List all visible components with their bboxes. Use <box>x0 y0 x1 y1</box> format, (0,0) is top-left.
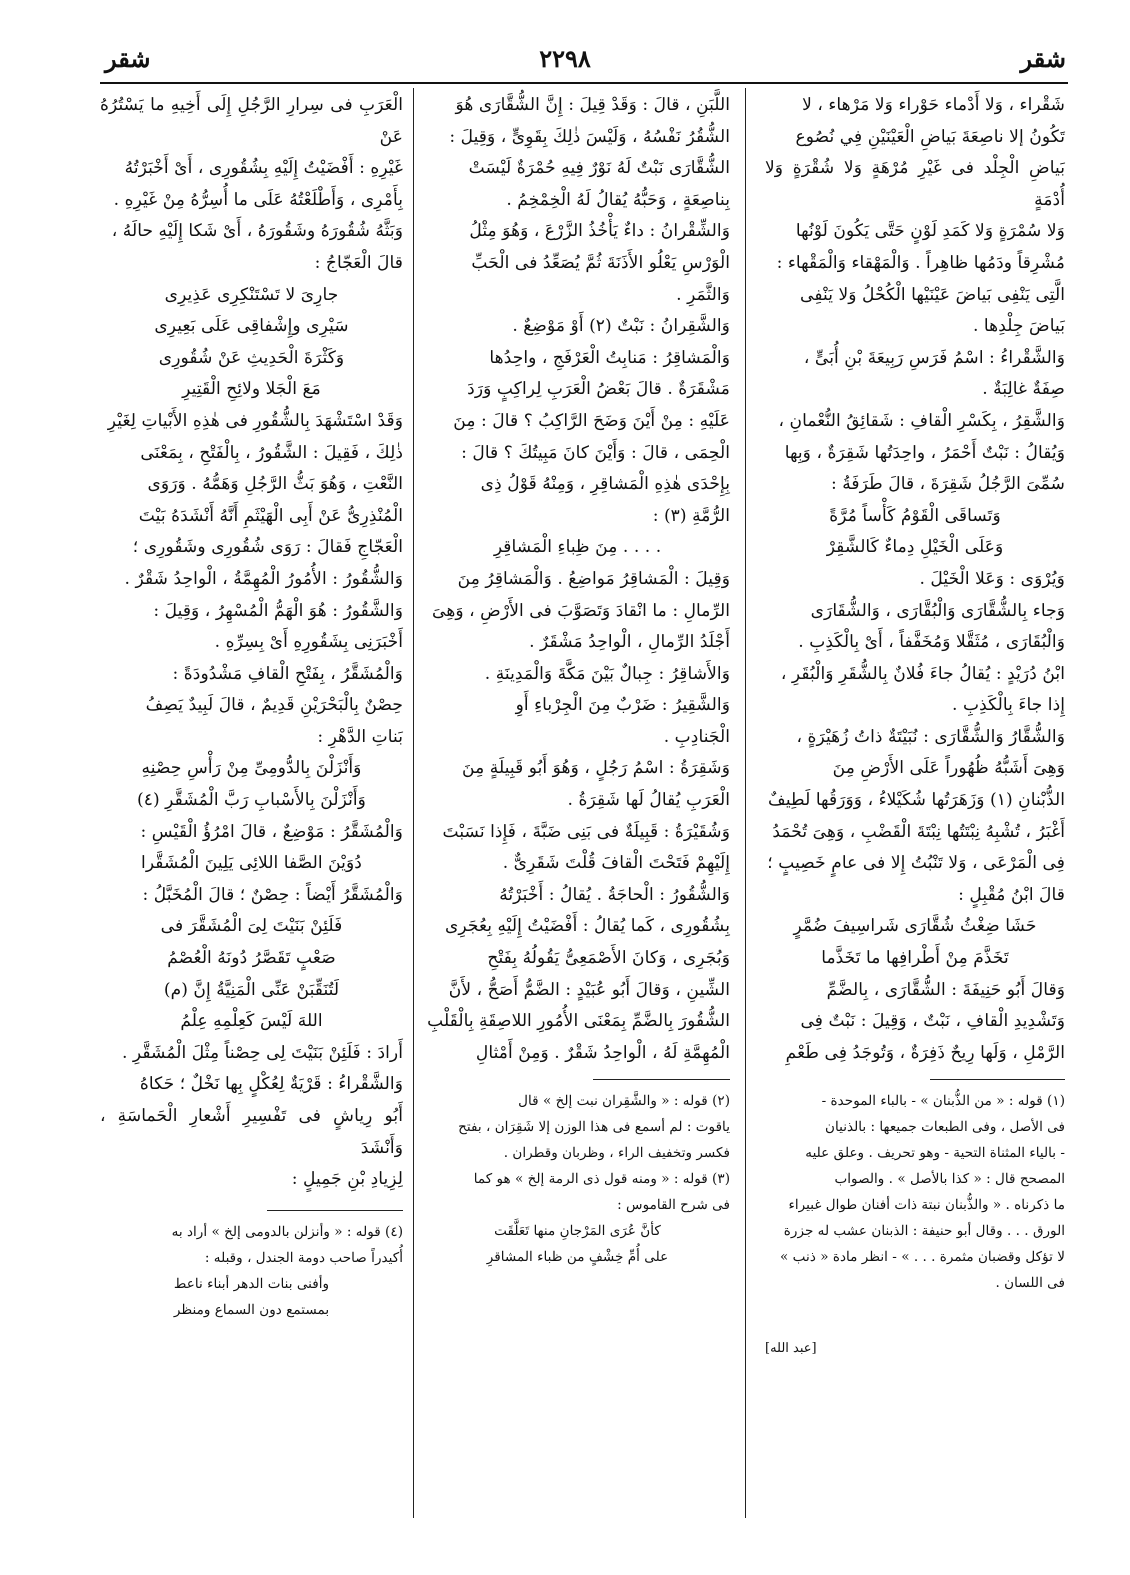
text-line: وَقالَ أَبُو حَنِيفَةَ : الشُّقَّارَى ، بِالضَّمِّ <box>826 979 1065 1000</box>
footnote-line: الورق . . . وقال أبو حنيفة : الذبنان عشب له جزرة <box>783 1223 1065 1240</box>
text-line: وَالشَّقِرانُ : نَبْتٌ (٢) أَوْ مَوْضِعٌ . <box>512 316 730 337</box>
text-line: أَخْبَرَنِى بِشَقُورِهِ أَىْ بِسِرِّهِ . <box>214 632 403 653</box>
footnote-line: (٣) قوله : « ومنه قول ذى الرمة إلخ » هو كما <box>473 1171 730 1188</box>
text-line: الرَّمْلِ ، وَلَها رِيحٌ ذَفِرَةٌ ، وَتُوجَدُ فِى طَعْمِ <box>785 1042 1065 1063</box>
text-line: الْعَرَبِ يُقالُ لَها شَقِرَةُ . <box>567 790 730 811</box>
footnote-line: أُكيدراً صاحب دومة الجندل ، وقبله : <box>204 1249 403 1266</box>
text-line: وَعَلَى الْخَيْلِ دِماءٌ كَالشَّقِرْ <box>826 537 1004 558</box>
text-line: قالَ الْعَجّاجُ : <box>314 252 403 273</box>
text-line: وَقِيلَ : الْمَشاقِرُ مَواضِعُ . وَالْمَشاقِرُ مِنَ <box>457 568 730 589</box>
footnote-line: كأنَّ عُرَى المَرْجانِ منها تَعَلَّقَت <box>494 1223 661 1240</box>
footnote-line: فى شرح القاموس : <box>617 1197 730 1214</box>
footnote-line: (١) قوله : « من الذُّبنان » - بالباء الموحدة - <box>821 1093 1065 1110</box>
text-line: الَّتِى يَنْفِى بَياضَ عَيْنَيْها الْكُحْلُ وَلا يَنْفِى <box>800 284 1065 305</box>
column-right-body <box>765 90 1065 1069</box>
column-right-footnotes <box>765 1088 1065 1296</box>
footnote-rule <box>593 1079 730 1080</box>
column-divider-left <box>413 88 414 1518</box>
column-right <box>765 90 1065 1362</box>
text-line: اللهَ لَيْسَ كَعِلْمِهِ عِلْمُ <box>180 1011 323 1032</box>
text-line: أَرادَ : فَلَئِنْ بَنَيْتَ لِى حِصْناً مِثْلَ الْمُشَقَّرِ . <box>121 1042 403 1063</box>
text-line: وَالشِّقْرانُ : داءٌ يَأْخُذُ الزَّرْعَ ، وَهُوَ مِثْلُ <box>469 221 730 242</box>
column-middle <box>425 90 730 1270</box>
text-line: أَجْلَدُ الرِّمالِ ، الْواحِدُ مَشْقَرٌ . <box>529 632 730 653</box>
text-line: وَالشُّقُورُ : الأُمُورُ الْمُهِمَّةُ ، الْواحِدُ شَقْرٌ . <box>124 568 403 589</box>
text-line: وَالْمَشاقِرُ : مَنابِتُ الْعَرْفَجِ ، واحِدُها <box>489 347 730 368</box>
text-line: وَالشَّقُورُ : هُوَ الْهَمُّ الْمُسْهِرُ ، وَقِيلَ : <box>153 600 403 621</box>
text-line: تَخَذَّمَ مِنْ أَطْرافِها ما تَخَذَّما <box>821 948 1009 969</box>
footnote-line: فكسر وتخفيف الراء ، وظربان وقطران . <box>503 1145 730 1162</box>
text-line: وَالْمُشَقَّرُ ، بِفَتْحِ الْقافِ مَشْدُودَةً : <box>172 663 403 684</box>
text-line: أَغْبَرُ ، تُشْبِهُ نِبْتَتُها نِبْتَةَ الْقَضْبِ ، وَهِىَ تُحْمَدُ <box>772 821 1065 842</box>
text-line: وَالشَّقِرُ ، بِكَسْرِ الْقافِ : شَقائِقُ النُّعْمانِ ، <box>778 410 1065 431</box>
text-line: وَأَنْزَلْنَ بِالدُّومِىِّ مِنْ رَأْسِ حِصْنِهِ <box>141 758 362 779</box>
text-line: بَياضَ جِلْدِها . <box>972 316 1065 337</box>
text-line: وَيُرْوَى : وَعَلا الْخَيْلَ . <box>919 568 1065 589</box>
text-line: وَجاء بِالشُّقَّارَى وَالْبُقَّارَى ، وَالشُّقَارَى <box>810 600 1065 621</box>
header-rule <box>100 82 1068 84</box>
editor-signature: [عبد الله] <box>765 1341 817 1357</box>
text-line: وَالأَشاقِرُ : جِبالٌ بَيْنَ مَكَّةَ وَالْمَدِينَةِ . <box>484 663 730 684</box>
text-line: وَبَثَّهُ شُقُورَهُ وشَقُورَهُ ، أَىْ شَكا إِلَيْهِ حالَهُ ، <box>111 221 403 242</box>
text-line: إِلَيْهِمْ فَتَحْتَ الْقافَ قُلْتَ شَقَرِىٌّ . <box>502 853 730 874</box>
text-line: دُوَيْنَ الصَّفا اللائِى يَلِينَ الْمُشَقَّرا <box>141 853 362 874</box>
text-line: وَالْمُشَقَّرُ أَيْضاً : حِصْنٌ ؛ قالَ الْمُخَبَّلُ : <box>142 884 403 905</box>
footnote-line: على أُمِّ خِشْفٍ من ظباء المشاقرِ <box>486 1249 669 1266</box>
footnote-line: فى اللسان . <box>995 1275 1065 1292</box>
text-line: بَياضِ الْجِلْد فى غَيْرِ مُرْهَةٍ وَلا شُقْرَةٍ وَلا أُدْمَةٍ <box>765 158 1065 210</box>
text-line: وَهِىَ أَشَبُّهُ ظُهُوراً عَلَى الأَرْضِ مِنَ <box>832 758 1065 779</box>
text-line: وَأَنْزَلْنَ بِالأَسْبابِ رَبَّ الْمُشَقَّرِ (٤) <box>137 790 366 811</box>
text-line: الْعَرَبِ فى سِرارِ الرَّجُلِ إِلَى أَخِيهِ ما يَسْتُرُهُ عَنْ <box>100 95 403 147</box>
text-line: جارِىَ لا تَسْتَنْكِرِى عَذِيرِى <box>164 284 339 305</box>
text-line: الْعَجّاجِ فَقالَ : رَوَى شُقُورِى وشَقُورِى ؛ <box>132 537 403 558</box>
header-right-keyword: شقر <box>1020 44 1066 73</box>
text-line: وَالثَّمَرِ . <box>676 284 730 305</box>
footnote-line: - بالياء المثناة التحية - وهو تحريف . وعلق عليه <box>805 1145 1065 1162</box>
text-line: وَالشَّقْراءُ : اسْمُ فَرَسِ رَبِيعَةَ بْنِ أُبَىٍّ ، <box>803 347 1065 368</box>
text-line: وَالشُّقَّارُ وَالشُّقَّارَى : نُبَيْتَةٌ ذاتُ زُهَيْرَةٍ ، <box>796 726 1065 747</box>
text-line: اللَّبَنِ ، قالَ : وَقَدْ قِيلَ : إِنَّ الشُّقَّارَى هُوَ <box>455 95 730 115</box>
text-line: مُشْرِقاً ودَمُها ظاهِراً . وَالْمَهْقاء وَالْمَقْهاء : <box>776 252 1065 273</box>
text-line: الْمُنْذِرِىُّ عَنْ أَبِى الْهَيْثَمِ أَنَّهُ أَنْشَدَهُ بَيْتَ <box>138 505 403 526</box>
text-line: الشُّقُرُ نَفْسُهُ ، وَلَيْسَ ذٰلِكَ بِقَوِىٍّ ، وَقِيلَ : <box>449 126 730 147</box>
text-line: الشُّقُورَ بِالضَّمِّ بِمَعْنَى الأُمُورِ اللاصِقَةِ بِالْقَلْبِ <box>427 1011 730 1032</box>
column-left-footnotes <box>100 1219 403 1323</box>
text-line: وَبُجَرِى ، وَكانَ الأَصْمَعِىُّ يَقُولُهُ بِفَتْحِ <box>487 948 730 969</box>
text-line: وَالْمُشَقَّرُ : مَوْضِعٌ ، قالَ امْرُؤُ الْقَيْسِ : <box>140 821 403 842</box>
column-left <box>100 90 403 1323</box>
text-line: لِزِيادِ بْنِ جَمِيلٍ : <box>291 1169 403 1190</box>
text-line: صِفَةٌ غالِبَةٌ . <box>982 379 1065 400</box>
text-line: لَتُنَقِّبَنْ عَنِّى الْمَنِيَّةُ إِنَّ (م) <box>163 979 340 1000</box>
footnote-line: ياقوت : لم أسمع فى هذا الوزن إلا شَقِرَان ، بفتح <box>458 1119 730 1136</box>
text-line: الذُّبْنانِ (١) وَزَهَرَتُها شُكَيْلاءُ ، وَوَرَقُها لَطِيفٌ <box>768 790 1065 811</box>
text-line: النَّعْتِ ، وَهُوَ بَثُّ الرَّجُلِ وَهَمُّهُ . وَرَوَى <box>147 474 403 495</box>
text-line: بِإِحْدَى هٰذِهِ الْمَشاقِرِ ، وَمِنْهُ قَوْلُ ذِى <box>480 474 730 495</box>
footnote-line: (٤) قوله : « وأنزلن بالدومى إلخ » أراد به <box>171 1223 403 1240</box>
footnote-line: لا تؤكل وقضبان مثمرة . . . » - انظر مادة « ذنب » <box>780 1249 1065 1266</box>
text-line: وَشُقَيْرَةُ : قَبِيلَةٌ فى بَنِى ضَبَّةَ ، فَإِذا نَسَبْتَ <box>442 821 730 842</box>
text-line: مَشْقَرَةٌ . قالَ بَعْضُ الْعَرَبِ لِراكِبٍ وَرَدَ <box>467 379 730 400</box>
text-line: وَالْبُقَارَى ، مُثَقَّلا وَمُخَفَّفاً ، أَىْ بِالْكَذِبِ . <box>798 632 1065 653</box>
footnote-line: المصحح قال : « كذا بالأصل » . والصواب <box>834 1171 1065 1188</box>
header-left-keyword: شقر <box>105 44 151 73</box>
column-divider-right <box>745 88 746 1518</box>
text-line: ابْنُ دُرَيْدٍ : يُقالُ جاءَ فُلانٌ بِالشُّقَرِ وَالْبُقَرِ ، <box>780 663 1065 684</box>
text-line: أَبُو رِياشٍ فى تَفْسِيرِ أَشْعارِ الْحَماسَةِ ، وَأَنْشَدَ <box>100 1106 403 1158</box>
column-left-body <box>100 90 403 1196</box>
text-line: وَيُقالُ : نَبْتٌ أَحْمَرُ ، واحِدَتُها شَقِرَةٌ ، وَبِها <box>784 442 1065 463</box>
text-line: وَشَقِرَةُ : اسْمُ رَجُلٍ ، وَهُوَ أَبُو قَبِيلَةٍ مِنَ <box>462 758 730 779</box>
text-line: صَعْبٍ تَقَصَّرُ دُونَهُ الْعُصْمُ <box>167 948 336 969</box>
text-line: بِشُقُورِى ، كَما يُقالُ : أَفْضَيْتُ إِلَيْهِ بِعُجَرِى <box>444 916 730 937</box>
text-line: شَقْراء ، وَلا أَدْماء حَوْراء وَلا مَرْهاء ، لا <box>802 95 1065 115</box>
text-line: تَكُونُ إلا ناصِعَةَ بَياضِ الْعَيْنَيْنِ فِي نُصُوع <box>795 126 1065 147</box>
text-line: وَلا سُمْرَةٍ وَلا كَمَدِ لَوْنٍ حَتَّى يَكُونَ لَوْنُها <box>795 221 1065 242</box>
text-line: وَتَشْدِيدِ الْقافِ ، نَبْتٌ ، وَقِيلَ : نَبْتٌ فِى <box>800 1011 1065 1032</box>
text-line: وَكَثْرَةَ الْحَدِيثِ عَنْ شُقُورِى <box>158 347 345 368</box>
text-line: غَيْرِهِ : أَفْضَيْتُ إِلَيْهِ بِشُقُورِى ، أَىْ أَخْبَرْتُهُ <box>124 158 403 179</box>
text-line: الْجَنادِبِ . <box>663 726 730 747</box>
text-line: بِأَمْرِى ، وَأَطْلَعْتُهُ عَلَى ما أُسِرُّهُ مِنْ غَيْرِهِ . <box>113 189 403 210</box>
footnote-line: وأفنى بنات الدهر أبناء ناعط <box>173 1275 330 1292</box>
column-middle-body <box>425 90 730 1069</box>
text-line: مَعَ الْجَلا ولائِحِ الْقَتِيرِ <box>182 379 321 400</box>
column-middle-footnotes <box>425 1088 730 1270</box>
text-line: الْوَرْسِ يَعْلُو الأَذَنَةَ ثُمَّ يُصَعِّدُ فى الْحَبِّ <box>471 252 730 273</box>
text-line: . . . . مِنَ ظِباءِ الْمَشاقِرِ <box>493 537 662 558</box>
text-line: الشِّينِ ، وَقالَ أَبُو عُبَيْدٍ : الضَّمُّ أَصَحُّ ، لأَنَّ <box>448 979 730 1000</box>
footnote-rule <box>930 1079 1065 1080</box>
text-line: بَناتِ الدَّهْرِ : <box>317 726 403 747</box>
text-line: قالَ ابْنُ مُقْبِلٍ : <box>958 884 1065 905</box>
footnote-line: بمستمع دون السماع ومنظر <box>173 1301 330 1318</box>
footnote-rule <box>267 1210 403 1211</box>
text-line: الْحِمَى ، قالَ : وَأَيْنَ كانَ مَبِيتُكَ ؟ قالَ : <box>461 442 730 463</box>
text-line: عَلَيْهِ : مِنْ أَيْنَ وَضَحَ الرَّاكِبُ ؟ قالَ : مِنَ <box>453 410 730 431</box>
footnote-line: ما ذكرناه . « والذُّبنان نبتة ذات أفنان طوال غبيراء <box>788 1197 1065 1214</box>
text-line: فِى الْمَرْعَى ، وَلا تَنْبُتُ إِلا فى عامٍ خَصِيبٍ ؛ <box>767 853 1065 874</box>
text-line: إِذا جاءَ بِالْكَذِبِ . <box>952 695 1065 716</box>
text-line: وَالشَّقْراءُ : قَرْيَةٌ لِعُكْلٍ بِها نَخْلٌ ؛ حَكاهُ <box>139 1074 403 1095</box>
text-line: وَالشَّقِيرُ : ضَرْبٌ مِنَ الْجِرْباءِ أَوِ <box>515 695 730 716</box>
page-number: ٢٢٩٨ <box>539 44 591 73</box>
text-line: سُمِّىَ الرَّجُلُ شَقِرَةَ ، قالَ طَرَفَةُ : <box>830 474 1065 495</box>
text-line: ذٰلِكَ ، فَقِيلَ : الشَّقُورُ ، بِالْفَتْحِ ، بِمَعْنَى <box>140 442 403 463</box>
footnote-line: (٢) قوله : « والشَّقِران نبت إلخ » قال <box>518 1093 730 1110</box>
text-line: الرِّمالِ : ما انْقادَ وَتَصَوَّبَ فى الأَرْضِ ، وَهِىَ <box>432 600 730 621</box>
text-line: وَتَساقَى الْقَوْمُ كَأْساً مُرَّةً <box>829 505 1001 526</box>
text-line: فَلَئِنْ بَنَيْتَ لِىَ الْمُشَقَّرَ فى <box>160 916 343 937</box>
text-line: الرُّمَّةِ (٣) : <box>652 505 730 526</box>
text-line: الْمُهِمَّةِ لَهُ ، الْواحِدُ شَقْرٌ . وَمِنْ أَمْثالِ <box>475 1042 730 1063</box>
text-line: وَقَدْ اسْتَشْهَدَ بِالشُّقُورِ فى هٰذِهِ الأَبْياتِ لِغَيْرِ <box>107 410 403 431</box>
footnote-line: فى الأصل ، وفى الطبعات جميعها : بالذنيان <box>824 1119 1065 1136</box>
text-line: الشُّقَّارَى نَبْتٌ لَهُ نَوْرٌ فِيهِ حُمْرَةٌ لَيْسَتْ <box>468 158 730 179</box>
text-line: حَشَا ضِغْثُ شُقَّارَى شَراسِيفَ ضُمَّرٍ <box>793 916 1037 937</box>
text-line: بِناصِعَةٍ ، وَحَبُّهُ يُقالُ لَهُ الْخِمْخِمُ . <box>506 189 730 210</box>
text-line: حِصْنٌ بِالْبَحْرَيْنِ قَدِيمٌ ، قالَ لَبِيدٌ يَصِفُ <box>145 695 403 716</box>
text-line: سَيْرِى وإِشْفاقِى عَلَى بَعِيرِى <box>154 316 349 337</box>
text-line: وَالشُّقُورُ : الْحاجَةُ . يُقالُ : أَخْبَرْتُهُ <box>499 884 730 905</box>
